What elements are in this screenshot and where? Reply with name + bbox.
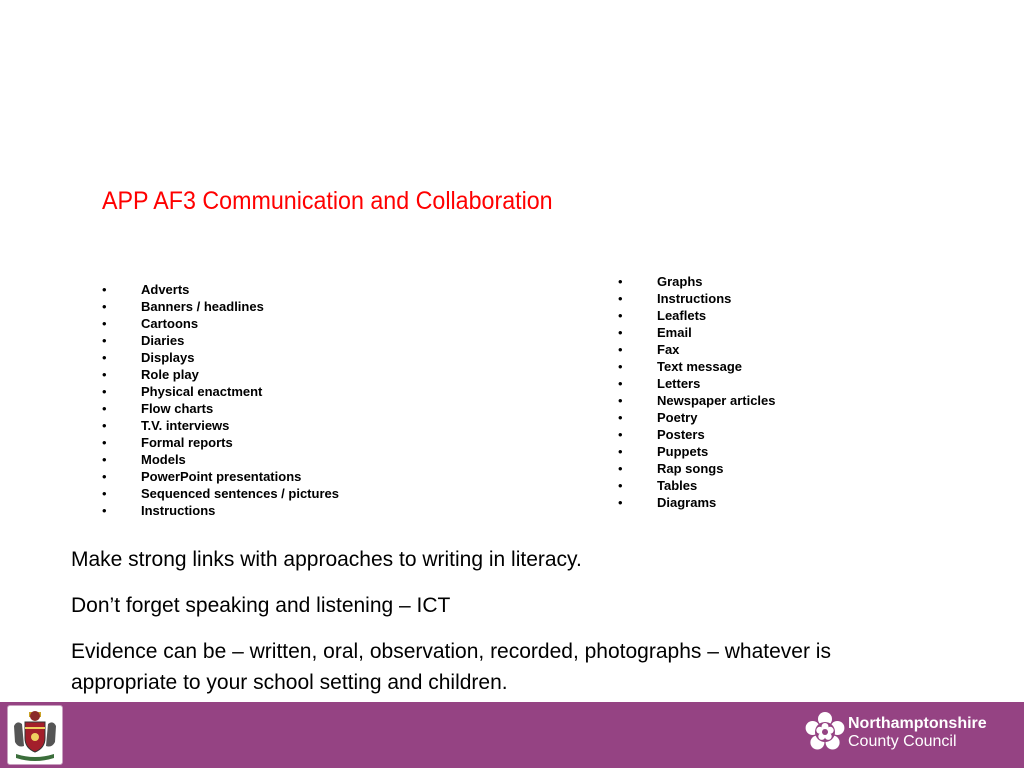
council-wordmark bbox=[848, 715, 987, 751]
list-item-label: Role play bbox=[141, 367, 199, 382]
list-item-label: PowerPoint presentations bbox=[141, 469, 302, 484]
list-item-label: Fax bbox=[657, 342, 680, 357]
bullet-icon: • bbox=[102, 503, 107, 518]
note-paragraph: Evidence can be – written, oral, observation, recorded, photographs – whatever is appropriate to your school setting and children. bbox=[71, 640, 831, 694]
bullet-icon: • bbox=[618, 376, 623, 391]
bullet-icon: • bbox=[618, 427, 623, 442]
list-item-label: Formal reports bbox=[141, 435, 233, 450]
bullet-icon: • bbox=[102, 350, 107, 365]
coat-of-arms-icon bbox=[7, 705, 63, 765]
list-item-label: Models bbox=[141, 452, 186, 467]
list-item-label: Posters bbox=[657, 427, 705, 442]
bullet-icon: • bbox=[102, 299, 107, 314]
list-item-label: Sequenced sentences / pictures bbox=[141, 486, 339, 501]
list-item-label: Newspaper articles bbox=[657, 393, 776, 408]
list-item-label: Banners / headlines bbox=[141, 299, 264, 314]
bullet-icon: • bbox=[102, 418, 107, 433]
bullet-icon: • bbox=[618, 342, 623, 357]
bullet-icon: • bbox=[618, 274, 623, 289]
list-item-label: Cartoons bbox=[141, 316, 199, 331]
list-item-label: Flow charts bbox=[141, 401, 214, 416]
bullet-icon: • bbox=[102, 333, 107, 348]
list-item-label: Adverts bbox=[141, 282, 190, 297]
list-item-label: Diagrams bbox=[657, 495, 717, 510]
bullet-icon: • bbox=[618, 444, 623, 459]
list-item-label: Tables bbox=[657, 478, 698, 493]
note-paragraph: Make strong links with approaches to writing in literacy. bbox=[71, 548, 582, 571]
bullet-icon: • bbox=[618, 495, 623, 510]
bullet-icon: • bbox=[618, 478, 623, 493]
org-name-line2: County Council bbox=[848, 733, 957, 750]
list-item-label: Rap songs bbox=[657, 461, 724, 476]
bullet-icon: • bbox=[618, 308, 623, 323]
list-item-label: T.V. interviews bbox=[141, 418, 230, 433]
footer-band bbox=[0, 702, 1024, 768]
list-item-label: Graphs bbox=[657, 274, 703, 289]
bullet-icon: • bbox=[618, 359, 623, 374]
slide-title: APP AF3 Communication and Collaboration bbox=[102, 187, 553, 215]
list-item-label: Letters bbox=[657, 376, 701, 391]
bullet-icon: • bbox=[102, 316, 107, 331]
list-item-label: Diaries bbox=[141, 333, 185, 348]
bullet-icon: • bbox=[102, 486, 107, 501]
bullet-icon: • bbox=[618, 461, 623, 476]
bullet-icon: • bbox=[618, 325, 623, 340]
tudor-rose-icon bbox=[805, 712, 845, 752]
list-item-label: Poetry bbox=[657, 410, 698, 425]
bullet-icon: • bbox=[102, 469, 107, 484]
bullet-icon: • bbox=[618, 410, 623, 425]
bullet-icon: • bbox=[102, 452, 107, 467]
list-item-label: Text message bbox=[657, 359, 743, 374]
list-item-label: Displays bbox=[141, 350, 195, 365]
bullet-icon: • bbox=[102, 282, 107, 297]
list-item-label: Instructions bbox=[657, 291, 732, 306]
org-name-line1: Northamptonshire bbox=[848, 715, 987, 732]
note-paragraph: Don’t forget speaking and listening – ICT bbox=[71, 594, 451, 617]
list-item-label: Instructions bbox=[141, 503, 216, 518]
list-item-label: Physical enactment bbox=[141, 384, 263, 399]
bullet-icon: • bbox=[618, 291, 623, 306]
list-item-label: Leaflets bbox=[657, 308, 707, 323]
list-item-label: Puppets bbox=[657, 444, 709, 459]
council-logo bbox=[805, 712, 995, 756]
bullet-icon: • bbox=[102, 367, 107, 382]
bullet-icon: • bbox=[618, 393, 623, 408]
notes-block bbox=[71, 544, 911, 713]
bullet-icon: • bbox=[102, 435, 107, 450]
list-item-label: Email bbox=[657, 325, 692, 340]
bullet-icon: • bbox=[102, 384, 107, 399]
bullet-icon: • bbox=[102, 401, 107, 416]
